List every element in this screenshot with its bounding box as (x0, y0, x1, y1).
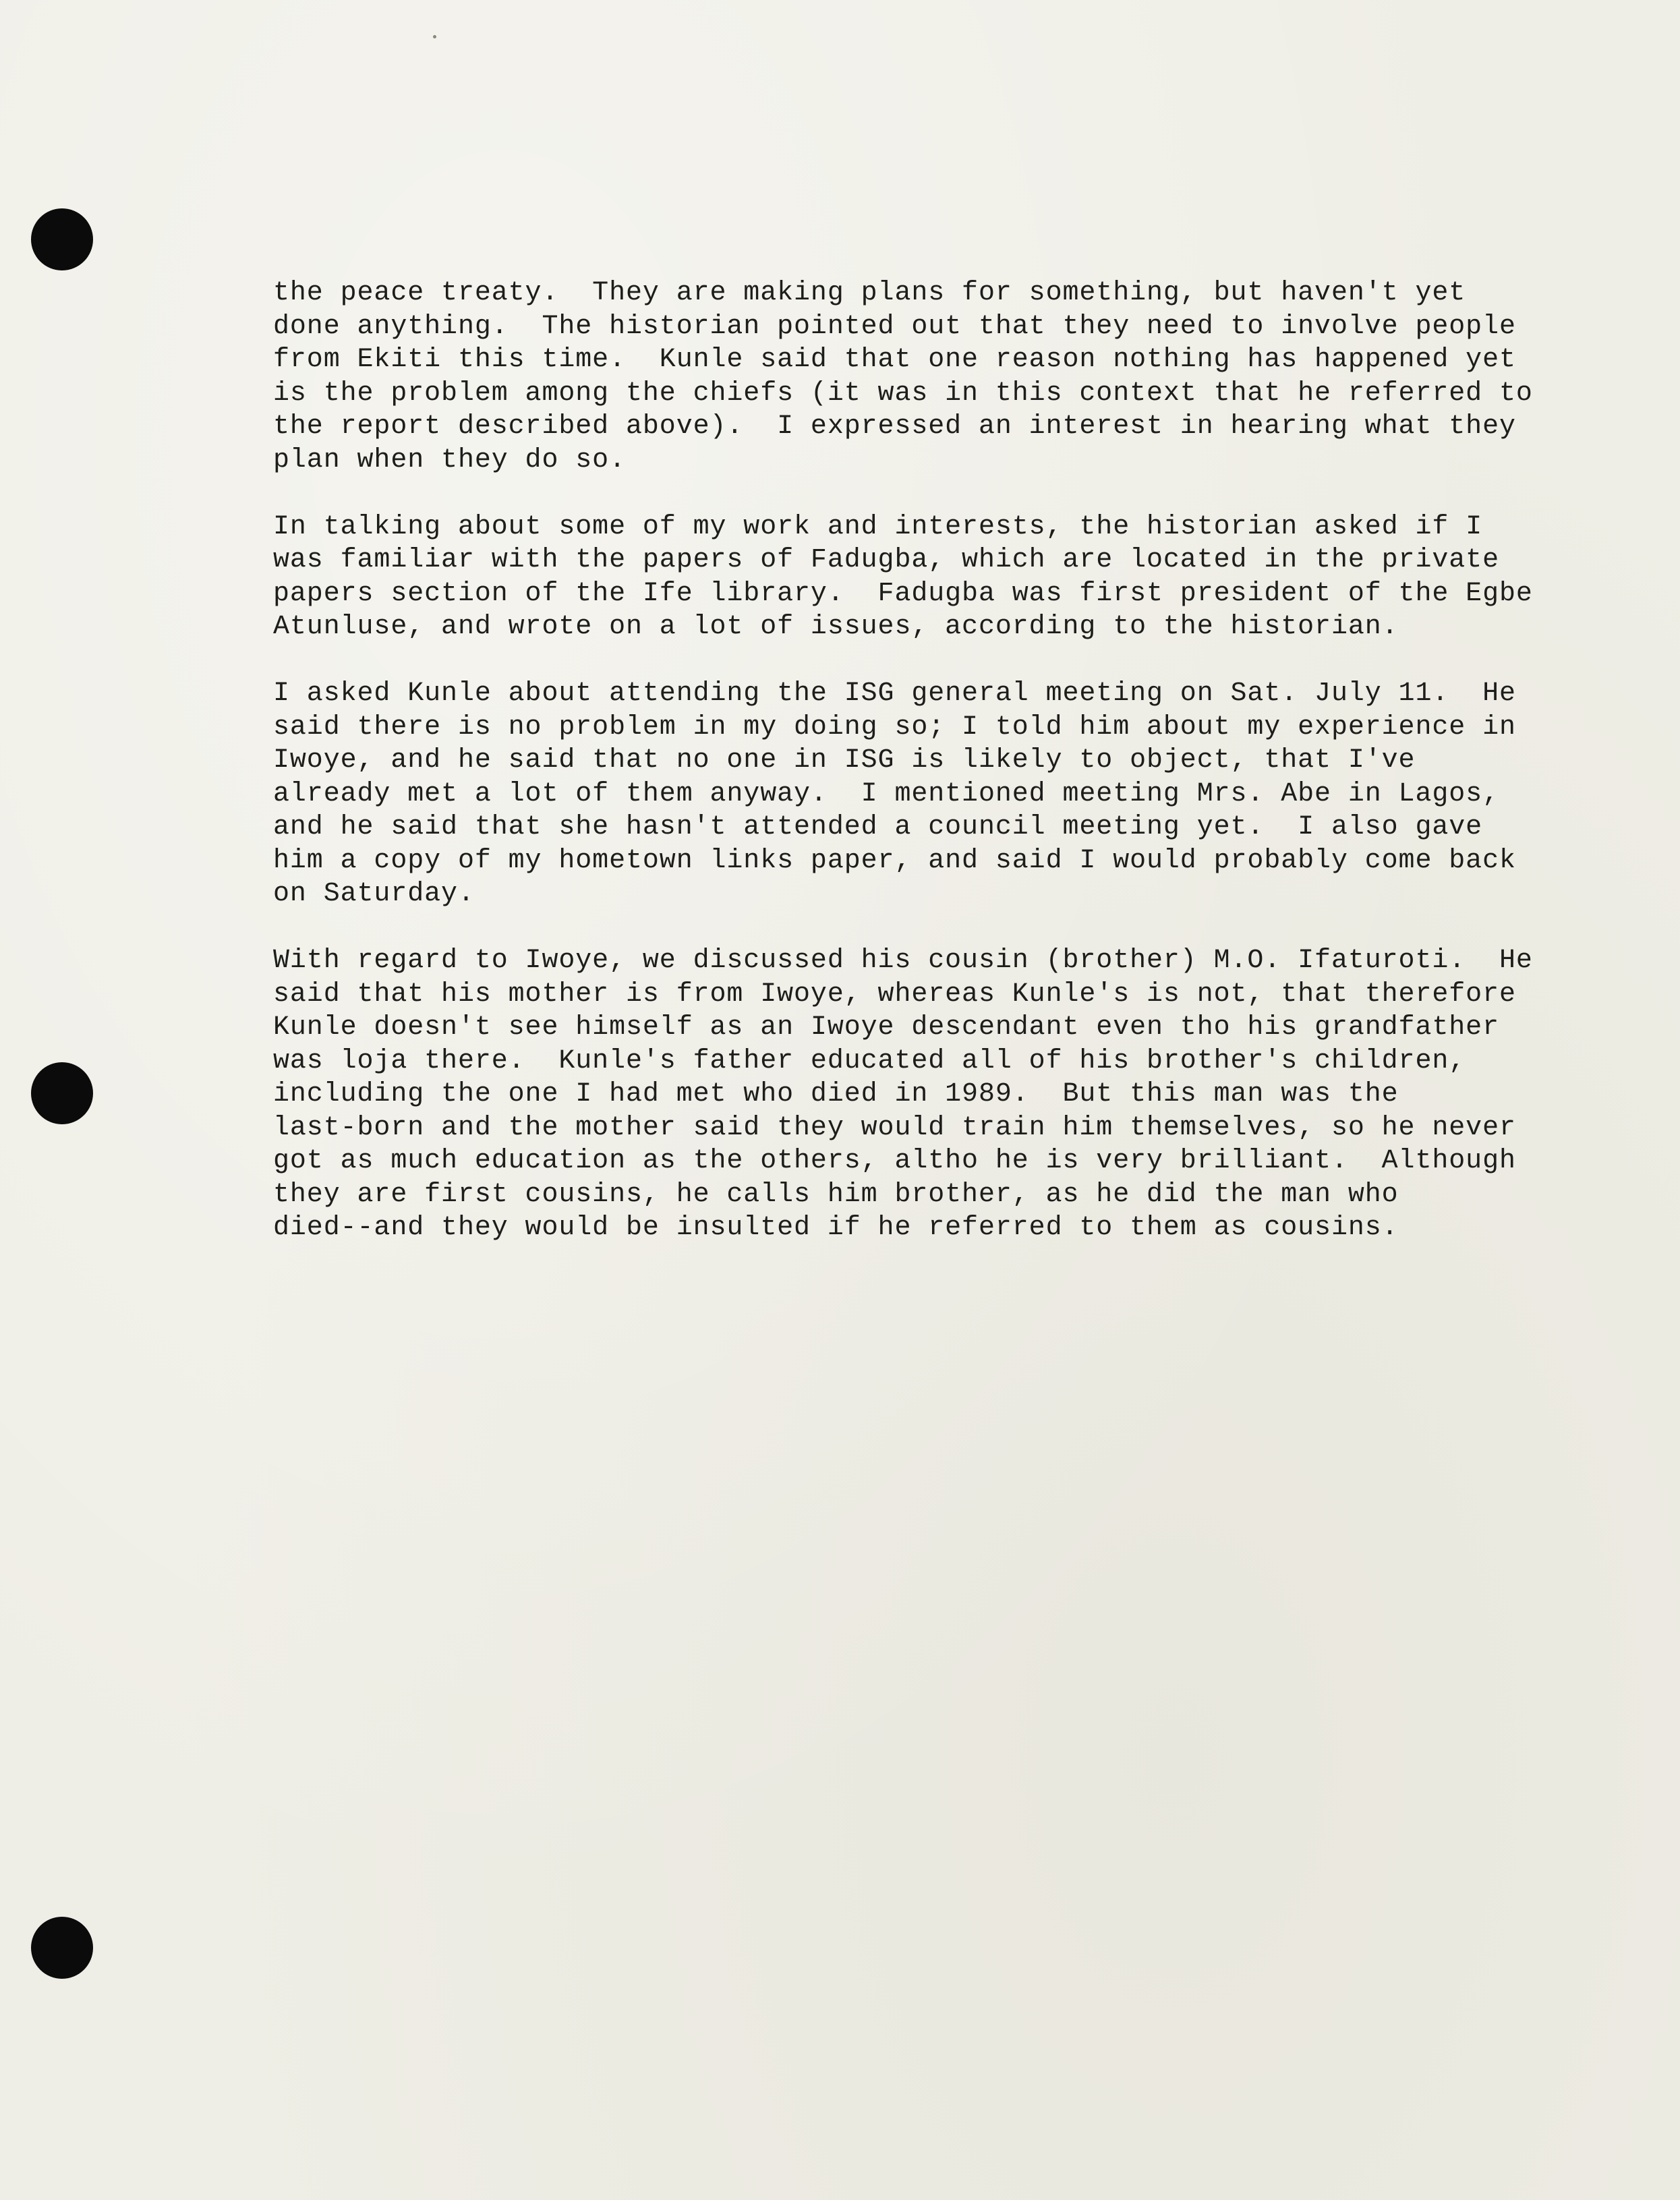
paragraph-isg-meeting (273, 677, 1649, 911)
text-line: With regard to Iwoye, we discussed his cousin (brother) M.O. Ifaturoti. He (273, 946, 1533, 976)
text-line: and he said that she hasn't attended a council meeting yet. I also gave (273, 812, 1483, 842)
text-line: the report described above). I expressed an interest in hearing what they (273, 411, 1516, 442)
text-line: I asked Kunle about attending the ISG general meeting on Sat. July 11. He (273, 678, 1516, 709)
text-line: from Ekiti this time. Kunle said that one reason nothing has happened yet (273, 345, 1516, 375)
text-line: including the one I had met who died in 1989. But this man was the (273, 1079, 1399, 1109)
paper-speck (433, 35, 436, 38)
binder-hole-top (31, 208, 93, 270)
typed-body-text (273, 277, 1649, 1278)
text-line: plan when they do so. (273, 444, 626, 475)
binder-hole-bottom (31, 1917, 93, 1979)
text-line: Atunluse, and wrote on a lot of issues, according to the historian. (273, 612, 1399, 642)
text-line: said there is no problem in my doing so; I told him about my experience in (273, 712, 1516, 743)
paragraph-iwoye-cousin (273, 944, 1649, 1245)
text-line: last-born and the mother said they would train him themselves, so he never (273, 1112, 1516, 1143)
text-line: Kunle doesn't see himself as an Iwoye descendant even tho his grandfather (273, 1012, 1499, 1043)
text-line: said that his mother is from Iwoye, whereas Kunle's is not, that therefore (273, 979, 1516, 1010)
paragraph-peace-treaty (273, 277, 1649, 477)
text-line: done anything. The historian pointed out that they need to involve people (273, 311, 1516, 342)
text-line: Iwoye, and he said that no one in ISG is likely to object, that I've (273, 745, 1416, 776)
text-line: him a copy of my hometown links paper, and said I would probably come back (273, 845, 1516, 876)
text-line: they are first cousins, he calls him brother, as he did the man who (273, 1179, 1399, 1210)
text-line: got as much education as the others, altho he is very brilliant. Although (273, 1146, 1516, 1176)
text-line: already met a lot of them anyway. I mentioned meeting Mrs. Abe in Lagos, (273, 778, 1499, 809)
text-line: In talking about some of my work and interests, the historian asked if I (273, 511, 1483, 542)
text-line: was loja there. Kunle's father educated all of his brother's children, (273, 1045, 1466, 1076)
text-line: died--and they would be insulted if he referred to them as cousins. (273, 1213, 1399, 1243)
binder-hole-middle (31, 1062, 93, 1124)
text-line: on Saturday. (273, 879, 475, 909)
text-line: is the problem among the chiefs (it was in this context that he referred to (273, 378, 1533, 409)
text-line: the peace treaty. They are making plans for something, but haven't yet (273, 278, 1466, 308)
text-line: was familiar with the papers of Fadugba, which are located in the private (273, 545, 1499, 575)
text-line: papers section of the Ife library. Fadugba was first president of the Egbe (273, 578, 1533, 609)
paragraph-fadugba-papers (273, 511, 1649, 644)
